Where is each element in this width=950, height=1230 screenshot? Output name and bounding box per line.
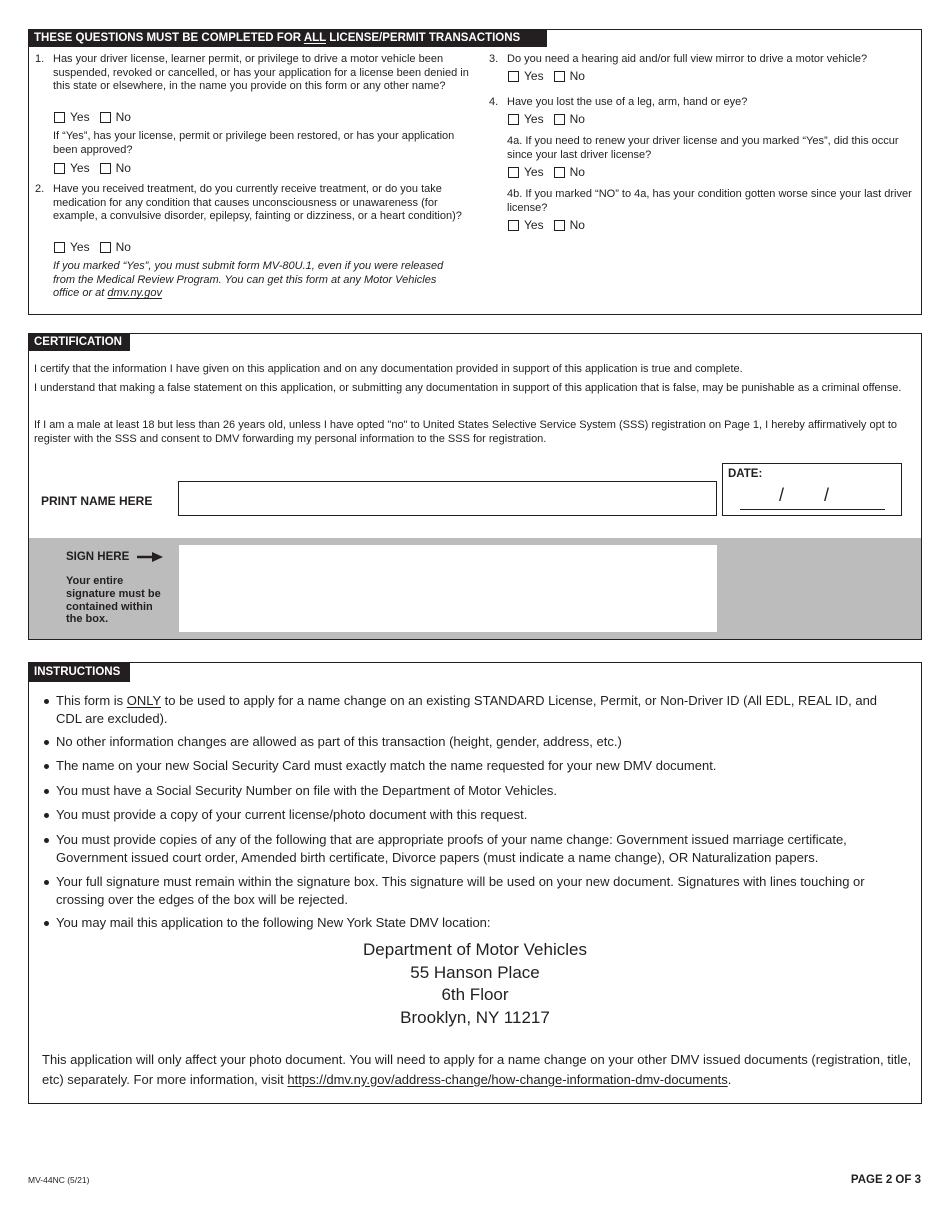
arrow-right-icon <box>137 552 163 562</box>
q4-yes-option[interactable]: Yes <box>508 112 544 126</box>
date-separator-2: / <box>824 485 830 505</box>
question-2-answer <box>54 240 131 254</box>
page-number: PAGE 2 OF 3 <box>850 1174 921 1186</box>
q3-yes-option[interactable]: Yes <box>508 69 544 83</box>
address-line-2: 55 Hanson Place <box>410 962 540 982</box>
instruction-item-8: You may mail this application to the following New York State DMV location: <box>42 914 902 932</box>
question-1-followup-answer <box>54 161 131 175</box>
q4b-yes-checkbox[interactable] <box>508 220 519 231</box>
dmv-link[interactable]: dmv.ny.gov <box>107 287 163 300</box>
q3-yes-checkbox[interactable] <box>508 71 519 82</box>
instruction-item-1: This form is ONLY to be used to apply for a name change on an existing STANDARD License, Permit, or Non-Driver ID (All EDL, REAL ID, and CDL are excluded). <box>42 692 902 727</box>
q2-no-option[interactable]: No <box>100 240 131 254</box>
question-4: 4. Have you lost the use of a leg, arm, hand or eye? <box>489 96 748 108</box>
form-id: MV-44NC (5/21) <box>28 1175 90 1185</box>
q4a-no-option[interactable]: No <box>554 165 585 179</box>
question-1: 1. Has your driver license, learner permit, or privilege to drive a motor vehicle been suspended, revoked or cancelled, or has your application for a license been denied in this state or elsewhere, in the name you provide on this form or any other name? <box>35 53 469 93</box>
q1f-no-option[interactable]: No <box>100 161 131 175</box>
address-line-3: 6th Floor <box>441 985 509 1004</box>
q4-no-option[interactable]: No <box>554 112 585 126</box>
question-1-answer <box>54 110 131 124</box>
signature-box[interactable] <box>179 545 717 632</box>
q4b-no-checkbox[interactable] <box>554 220 565 231</box>
q1-no-option[interactable]: No <box>100 110 131 124</box>
print-name-label: PRINT NAME HERE <box>41 494 153 508</box>
address-line-4: Brooklyn, NY 11217 <box>400 1007 550 1027</box>
date-label: DATE: <box>728 468 763 480</box>
instruction-item-2: No other information changes are allowed as part of this transaction (height, gender, address, etc.) <box>42 733 902 751</box>
date-box[interactable] <box>722 463 902 516</box>
q1-no-checkbox[interactable] <box>100 112 111 123</box>
instruction-item-3: The name on your new Social Security Card must exactly match the name requested for your new DMV document. <box>42 757 902 775</box>
question-4-answer <box>508 112 585 126</box>
question-2: 2. Have you received treatment, do you currently receive treatment, or do you take medication for any condition that causes unconsciousness or unawareness (for example, a convulsive disorder, epilepsy, fainting or dizziness, or a heart condition)? <box>35 183 462 223</box>
info-link[interactable]: https://dmv.ny.gov/address-change/how-change-information-dmv-documents <box>287 1071 728 1087</box>
q4a-no-checkbox[interactable] <box>554 167 565 178</box>
questions-header: THESE QUESTIONS MUST BE COMPLETED FOR ALL LICENSE/PERMIT TRANSACTIONS <box>28 29 547 47</box>
question-4b: 4b. If you marked “NO” to 4a, has your condition gotten worse since your last driver license? <box>507 188 912 214</box>
q4a-yes-checkbox[interactable] <box>508 167 519 178</box>
question-3-answer <box>508 69 585 83</box>
question-4b-answer <box>508 218 585 232</box>
q1f-yes-checkbox[interactable] <box>54 163 65 174</box>
instruction-item-7: Your full signature must remain within the signature box. This signature will be used on your new document. Signatures with lines touching or crossing over the edges of the box will be rejected. <box>42 873 902 908</box>
sign-here-label: SIGN HERE <box>66 551 163 563</box>
q3-no-checkbox[interactable] <box>554 71 565 82</box>
q2-yes-checkbox[interactable] <box>54 242 65 253</box>
question-3: 3. Do you need a hearing aid and/or full view mirror to drive a motor vehicle? <box>489 53 868 65</box>
q4-no-checkbox[interactable] <box>554 114 565 125</box>
question-4a-answer <box>508 165 585 179</box>
print-name-input[interactable] <box>178 481 717 516</box>
q1f-yes-option[interactable]: Yes <box>54 161 90 175</box>
q4b-no-option[interactable]: No <box>554 218 585 232</box>
q4b-yes-option[interactable]: Yes <box>508 218 544 232</box>
q1-yes-checkbox[interactable] <box>54 112 65 123</box>
instructions-footer: This application will only affect your photo document. You will need to apply for a name change on your other DMV issued documents (registration, title, etc) separately. For more information, visit https://dmv.ny.gov/address-change/how-change-information-dmv-documents. <box>42 1052 912 1087</box>
question-2-note: If you marked “Yes”, you must submit form MV-80U.1, even if you were released from the Medical Review Program. You can get this form at any Motor Vehicles office or at dmv.ny.gov <box>53 260 444 300</box>
q4-yes-checkbox[interactable] <box>508 114 519 125</box>
instruction-item-4: You must have a Social Security Number on file with the Department of Motor Vehicles. <box>42 782 902 800</box>
mailing-address <box>0 939 950 1029</box>
q3-no-option[interactable]: No <box>554 69 585 83</box>
certification-p1: I certify that the information I have given on this application and on any documentation provided in support of this application is true and complete. <box>34 363 743 375</box>
certification-header: CERTIFICATION <box>28 333 130 351</box>
q2-no-checkbox[interactable] <box>100 242 111 253</box>
date-underline <box>740 509 885 510</box>
instruction-item-6: You must provide copies of any of the following that are appropriate proofs of your name change: Government issued marriage certificate, Government issued court order, Amended birth certificate, Divorce papers (must indicate a name change), OR Naturalization papers. <box>42 831 902 866</box>
q4a-yes-option[interactable]: Yes <box>508 165 544 179</box>
signature-note: Your entire signature must be contained within the box. <box>66 575 161 626</box>
certification-p2: I understand that making a false statement on this application, or submitting any documentation in support of this application that is false, may be punishable as a criminal offense. <box>34 382 902 394</box>
q2-yes-option[interactable]: Yes <box>54 240 90 254</box>
question-4a: 4a. If you need to renew your driver license and you marked “Yes”, did this occur since your last driver license? <box>507 135 899 161</box>
instructions-header: INSTRUCTIONS <box>28 662 130 682</box>
address-line-1: Department of Motor Vehicles <box>363 940 587 959</box>
question-1-followup: If “Yes”, has your license, permit or privilege been restored, or has your application been approved? <box>53 130 455 156</box>
q1-yes-option[interactable]: Yes <box>54 110 90 124</box>
date-separator-1: / <box>779 485 785 505</box>
instruction-item-5: You must provide a copy of your current license/photo document with this request. <box>42 806 902 824</box>
certification-p3: If I am a male at least 18 but less than 26 years old, unless I have opted "no" to United States Selective Service System (SSS) registration on Page 1, I hereby affirmatively opt to register with the SSS and consent to DMV forwarding my personal information to the SSS for registration. <box>34 419 898 445</box>
q1f-no-checkbox[interactable] <box>100 163 111 174</box>
